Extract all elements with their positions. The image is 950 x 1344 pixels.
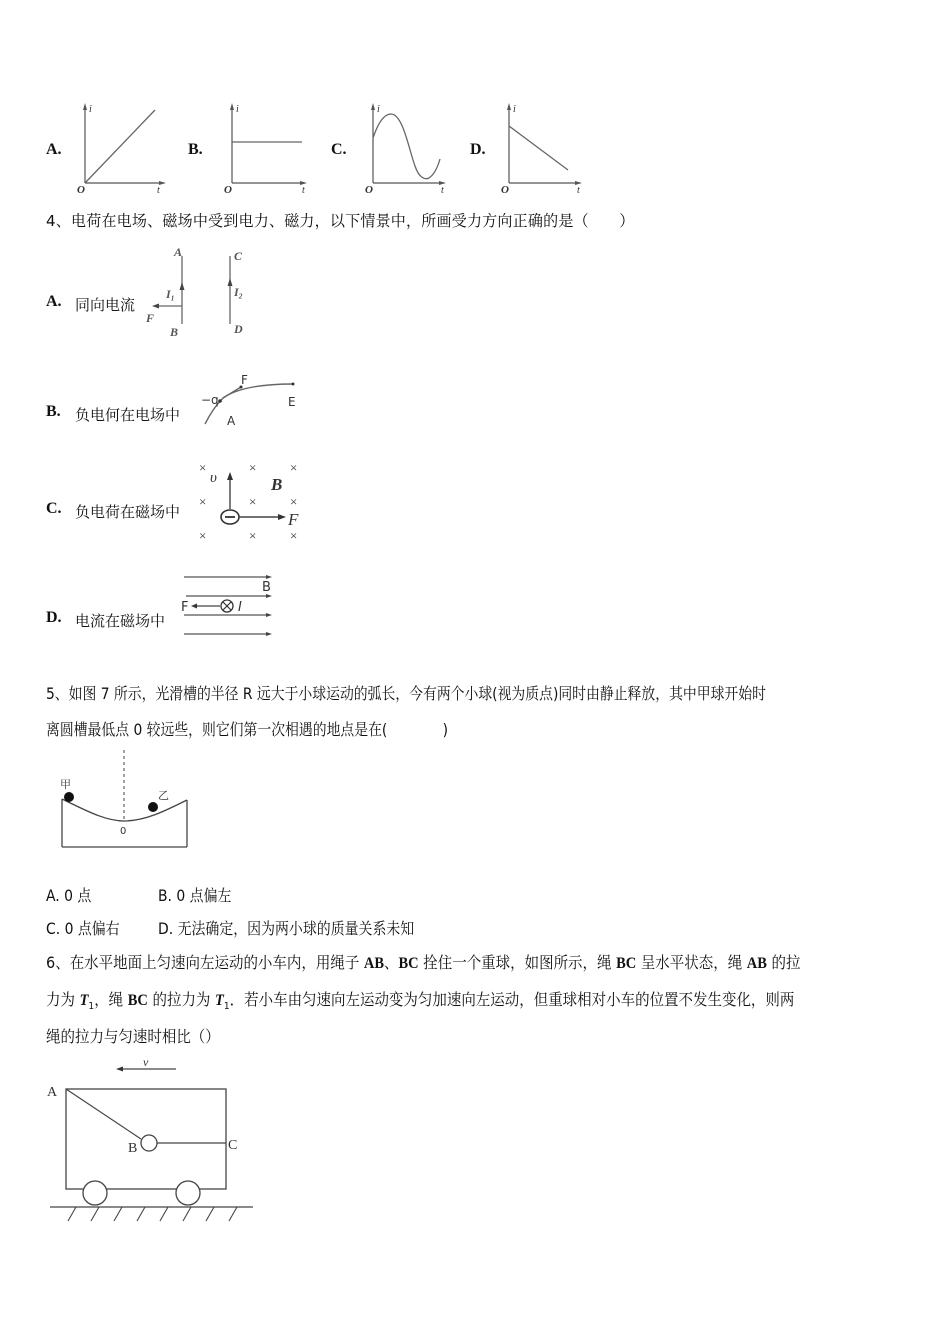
text-segment: 1 — [88, 1001, 95, 1013]
x-axis-label: t — [441, 185, 444, 195]
y-axis-label: i — [89, 104, 92, 115]
q5-option-b: B. 0 点偏左 — [158, 886, 232, 905]
q4-option-d — [46, 570, 326, 645]
y-axis-label: i — [513, 104, 516, 115]
q3-graph-c — [363, 100, 453, 195]
label-c: C — [234, 249, 243, 263]
text-segment: T — [215, 992, 224, 1009]
option-text: 电流在磁场中 — [75, 612, 166, 630]
label-field: B — [271, 475, 283, 494]
label-d: D — [234, 322, 243, 336]
label-charge: −q — [201, 393, 219, 407]
q3-graph-a — [75, 100, 170, 195]
q5-stem-line2: 离圆槽最低点 0 较远些，则它们第一次相遇的地点是在( ) — [46, 720, 449, 739]
y-axis-label: i — [236, 104, 239, 115]
label-a: A — [174, 245, 183, 259]
text-segment: T — [79, 992, 89, 1009]
option-letter: B. — [46, 403, 61, 420]
q6-cart-figure — [40, 1055, 270, 1225]
text-segment: ，绳 — [94, 990, 128, 1009]
cross-icon: × — [249, 494, 257, 509]
q5-option-c: C. 0 点偏右 — [46, 919, 120, 938]
option-text: 负电何在电场中 — [75, 406, 181, 424]
q4-option-a — [46, 240, 326, 340]
text-segment: BC — [398, 955, 419, 972]
label-i2: I₂ — [234, 285, 243, 299]
q3-graph-d — [499, 100, 589, 195]
q3-option-b-letter: B. — [188, 141, 203, 158]
label-force: F — [241, 373, 248, 387]
label-velocity: v — [143, 1055, 149, 1069]
q3-graph-options — [0, 95, 950, 200]
text-segment: AB — [363, 955, 385, 972]
x-axis-label: t — [577, 185, 580, 195]
x-axis-label: t — [302, 185, 305, 195]
label-field: B — [262, 580, 271, 595]
origin-label: O — [365, 184, 373, 195]
label-ball-yi: 乙 — [158, 789, 169, 802]
label-ball-jia: 甲 — [60, 778, 71, 791]
option-text: 同向电流 — [75, 296, 136, 314]
option-letter: A. — [46, 293, 62, 310]
charge-in-magnetic-field-figure — [194, 455, 314, 550]
text-segment: 呈水平状态，绳 — [636, 953, 747, 972]
cross-icon: × — [199, 494, 207, 509]
label-a: A — [47, 1085, 58, 1100]
q6-stem-line2 — [46, 987, 794, 1012]
label-velocity: υ — [210, 470, 217, 486]
text-segment: 的拉 — [766, 953, 801, 972]
label-force: F — [288, 510, 299, 529]
cross-icon: × — [249, 528, 257, 543]
q5-option-d: D. 无法确定，因为两小球的质量关系未知 — [158, 919, 415, 938]
option-letter: D. — [46, 609, 62, 626]
text-segment: 1 — [223, 1001, 230, 1013]
origin-label: O — [77, 184, 85, 195]
text-segment: 6、在水平地面上匀速向左运动的小车内，用绳子 — [46, 953, 364, 972]
label-b: B — [128, 1141, 138, 1156]
label-current: I — [238, 600, 242, 615]
text-segment: AB — [746, 955, 767, 972]
q3-option-c-letter: C. — [331, 141, 347, 158]
origin-label: O — [224, 184, 232, 195]
q5-stem-line1: 5、如图 7 所示，光滑槽的半径 R 远大于小球运动的弧长，今有两个小球(视为质点)同时由静止释放，其中甲球开始时 — [46, 684, 766, 703]
label-force: F — [181, 600, 189, 615]
option-letter: C. — [46, 500, 62, 517]
label-force: F — [146, 311, 155, 325]
text-segment: 拴住一个重球，如图所示，绳 — [418, 953, 617, 972]
q3-option-a-letter: A. — [46, 141, 62, 158]
cross-icon: × — [290, 494, 298, 509]
parallel-currents-figure — [142, 240, 262, 340]
text-segment: 力为 — [46, 990, 80, 1009]
text-segment: BC — [127, 992, 148, 1009]
text-segment: 、 — [384, 953, 399, 972]
option-text: 负电荷在磁场中 — [75, 503, 181, 521]
q5-option-a: A. 0 点 — [46, 886, 92, 905]
cross-icon: × — [199, 460, 207, 475]
current-in-magnetic-field-figure — [180, 570, 280, 645]
y-axis-label: i — [377, 104, 380, 115]
q4-option-b — [46, 370, 326, 440]
cross-icon: × — [290, 528, 298, 543]
label-field: E — [288, 395, 296, 409]
text-segment: BC — [616, 955, 637, 972]
q4-stem: 4、电荷在电场、磁场中受到电力、磁力，以下情景中，所画受力方向正确的是（ ） — [46, 212, 635, 230]
q5-groove-figure — [40, 745, 240, 855]
charge-in-electric-field-figure — [191, 370, 311, 440]
q6-stem-line3: 绳的拉力与匀速时相比（） — [46, 1027, 220, 1046]
label-point: A — [227, 414, 236, 428]
q3-option-d-letter: D. — [470, 141, 486, 158]
cross-icon: × — [290, 460, 298, 475]
label-i1: I₁ — [166, 287, 175, 301]
cross-icon: × — [249, 460, 257, 475]
label-b: B — [170, 325, 179, 339]
q6-stem-line1 — [46, 950, 801, 973]
text-segment: 的拉力为 — [147, 990, 216, 1009]
q3-graph-b — [222, 100, 317, 195]
q4-option-c — [46, 455, 326, 550]
label-lowest-point: 0 — [120, 826, 127, 837]
origin-label: O — [501, 184, 509, 195]
text-segment: ．若小车由匀速向左运动变为匀加速向左运动，但重球相对小车的位置不发生变化，则两 — [229, 990, 795, 1009]
cross-icon: × — [199, 528, 207, 543]
x-axis-label: t — [157, 185, 160, 195]
label-c: C — [228, 1138, 238, 1153]
